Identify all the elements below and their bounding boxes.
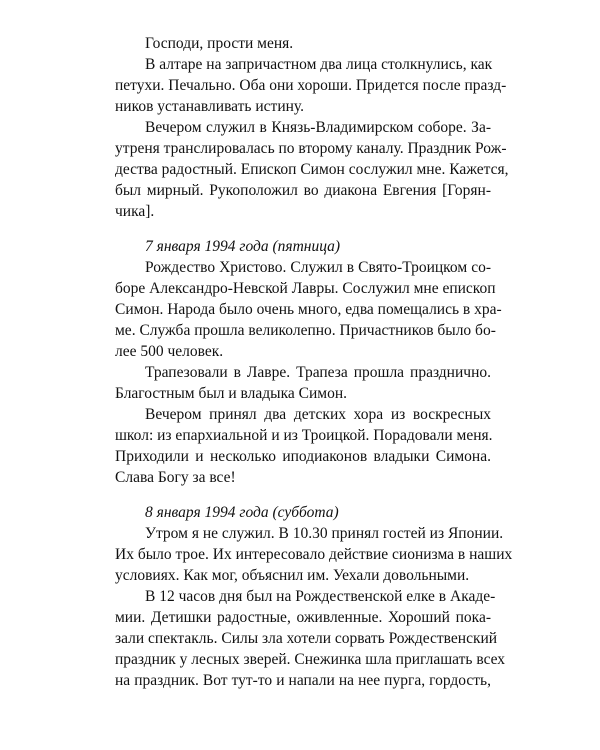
- text-line: лее 500 человек.: [115, 343, 224, 360]
- text-line: условиях. Как мог, объяснил им. Уехали довольными.: [115, 567, 470, 584]
- text-line: В алтаре на запричастном два лица столкнулись, как: [145, 56, 493, 73]
- text-line: зали спектакль. Силы зла хотели сорвать Рождественский: [115, 630, 498, 647]
- entry-date: 8 января 1994 года (суббота): [145, 504, 339, 521]
- text-line: Рождество Христово. Служил в Свято-Троицком со-: [145, 259, 491, 276]
- text-line: Их было трое. Их интересовало действие сионизма в наших: [115, 546, 513, 563]
- text-line: ников устанавливать истину.: [115, 98, 304, 115]
- text-line: школ: из епархиальной и из Троицкой. Порадовали меня.: [115, 427, 493, 444]
- text-line: Благостным был и владыка Симон.: [115, 385, 347, 402]
- text-line: петухи. Печально. Оба они хороши. Придется после празд-: [115, 77, 507, 94]
- text-line: Вечером служил в Князь-Владимирском соборе. За-: [145, 119, 491, 136]
- text-line: Слава Богу за все!: [115, 469, 236, 486]
- text-line: боре Александро-Невской Лавры. Сослужил мне епископ: [115, 280, 496, 297]
- text-line: чика].: [115, 203, 155, 220]
- text-line: утреня транслировалась по второму каналу. Праздник Рож-: [115, 140, 507, 157]
- text-line: Господи, прости меня.: [145, 35, 294, 52]
- text-line: был мирный. Рукоположил во диакона Евгения [Горян-: [115, 182, 491, 199]
- text-line: В 12 часов дня был на Рождественской елке в Акаде-: [145, 588, 496, 605]
- text-line: праздник у лесных зверей. Снежинка шла приглашать всех: [115, 651, 506, 668]
- entry-date: 7 января 1994 года (пятница): [145, 238, 341, 255]
- text-line: мии. Детишки радостные, оживленные. Хороший пока-: [115, 609, 491, 626]
- text-line: Симон. Народа было очень много, едва помещались в хра-: [115, 301, 502, 318]
- text-line: Трапезовали в Лавре. Трапеза прошла празднично.: [145, 364, 491, 381]
- text-line: на праздник. Вот тут-то и напали на нее пурга, гордость,: [115, 672, 491, 689]
- text-line: Утром я не служил. В 10.30 принял гостей из Японии.: [145, 525, 504, 542]
- text-line: дества радостный. Епископ Симон сослужил мне. Кажется,: [115, 161, 509, 178]
- text-line: Приходили и несколько иподиаконов владыки Симона.: [115, 448, 491, 465]
- text-line: Вечером принял два детских хора из воскресных: [145, 406, 491, 423]
- text-line: ме. Служба прошла великолепно. Причастников было бо-: [115, 322, 496, 339]
